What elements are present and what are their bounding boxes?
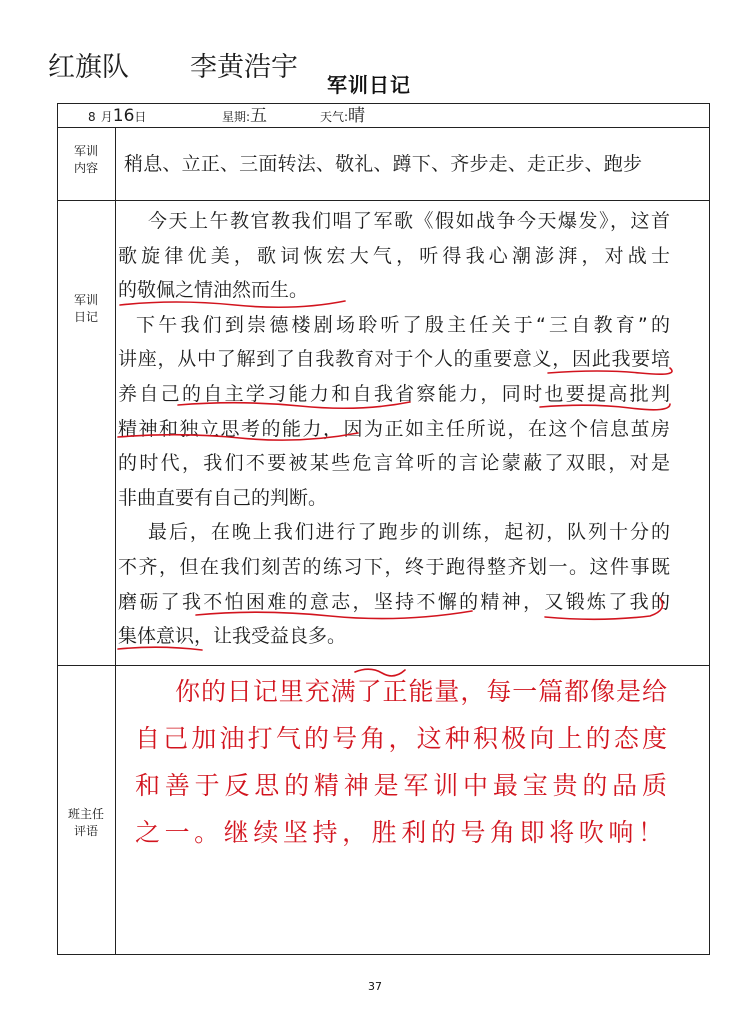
diary-line: 非曲直要有自己的判断。 bbox=[118, 486, 328, 509]
day-value: 16 bbox=[112, 106, 135, 126]
label-line: 军训 bbox=[73, 144, 98, 158]
diary-line: 下午我们到崇德楼剧场聆听了殷主任关于“三自教育”的 bbox=[136, 313, 670, 336]
training-content-label bbox=[57, 143, 115, 177]
diary-line: 不齐，但在我们刻苦的练习下，终于跑得整齐划一。这件事既 bbox=[118, 555, 670, 578]
row-divider bbox=[58, 665, 709, 666]
label-line: 班主任 bbox=[67, 807, 104, 821]
training-content-text: 稍息、立正、三面转法、敬礼、蹲下、齐步走、走正步、跑步 bbox=[124, 153, 642, 175]
diary-line: 今天上午教官教我们唱了军歌《假如战争今天爆发》，这首 bbox=[148, 210, 670, 232]
diary-body bbox=[118, 204, 670, 654]
label-line: 内容 bbox=[73, 161, 98, 175]
teacher-comment-label bbox=[57, 806, 115, 840]
label-line: 军训 bbox=[73, 293, 98, 307]
weather-label: 天气: bbox=[320, 110, 349, 124]
diary-line: 精神和独立思考的能力，因为正如主任所说，在这个信息茧房 bbox=[118, 417, 670, 440]
diary-line: 的敬佩之情油然而生。 bbox=[118, 279, 309, 302]
diary-line: 最后，在晚上我们进行了跑步的训练，起初，队列十分的 bbox=[148, 521, 670, 544]
diary-line: 的时代，我们不要被某些危言耸听的言论蒙蔽了双眼，对是 bbox=[118, 452, 670, 475]
month-label: 月 bbox=[100, 110, 113, 124]
page-number: 37 bbox=[368, 980, 382, 993]
diary-line: 歌旋律优美，歌词恢宏大气，听得我心潮澎湃，对战士 bbox=[118, 244, 670, 267]
diary-line: 讲座，从中了解到了自我教育对于个人的重要意义，因此我要培 bbox=[118, 348, 670, 371]
weather-field bbox=[320, 104, 365, 127]
label-line: 评语 bbox=[73, 824, 98, 838]
date-field bbox=[88, 104, 146, 127]
diary-line: 磨砺了我不怕困难的意志，坚持不懈的精神，又锻炼了我的 bbox=[118, 590, 670, 613]
weather-value: 晴 bbox=[348, 106, 366, 126]
comment-line: 和善于反思的精神是军训中最宝贵的品质 bbox=[135, 771, 667, 800]
comment-line: 之一。继续坚持，胜利的号角即将吹响！ bbox=[135, 818, 663, 847]
label-column-divider bbox=[115, 127, 116, 954]
weekday-field bbox=[222, 104, 267, 127]
row-divider bbox=[58, 127, 709, 128]
student-name: 李黄浩宇 bbox=[190, 52, 298, 83]
weekday-label: 星期: bbox=[222, 110, 251, 124]
diary-line: 养自己的自主学习能力和自我省察能力，同时也要提高批判 bbox=[118, 382, 670, 405]
teacher-comment-body bbox=[135, 668, 667, 856]
row-divider bbox=[58, 200, 709, 201]
training-diary-label bbox=[57, 292, 115, 326]
comment-line: 自己加油打气的号角，这种积极向上的态度 bbox=[135, 724, 667, 753]
team-name: 红旗队 bbox=[48, 52, 129, 83]
weekday-value: 五 bbox=[250, 106, 268, 126]
month-value: 8 bbox=[88, 110, 96, 124]
page-title: 军训日记 bbox=[327, 73, 411, 97]
comment-line: 你的日记里充满了正能量，每一篇都像是给 bbox=[175, 677, 667, 706]
day-label: 日 bbox=[134, 110, 147, 124]
diary-line: 集体意识，让我受益良多。 bbox=[118, 625, 347, 648]
label-line: 日记 bbox=[73, 310, 98, 324]
